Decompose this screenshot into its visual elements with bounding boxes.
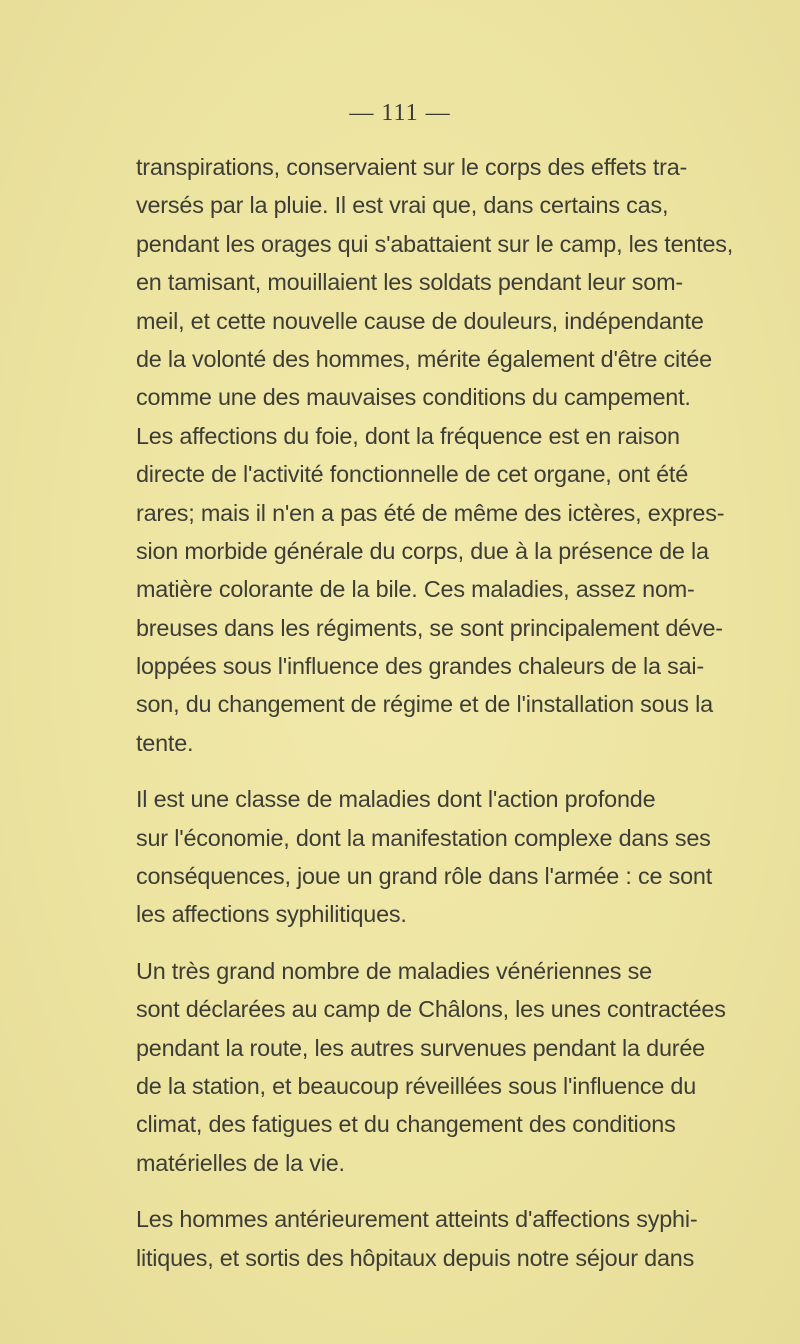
text-line: breuses dans les régiments, se sont principalement déve- xyxy=(136,614,723,641)
paragraph-gap xyxy=(136,762,682,780)
text-line: sion morbide générale du corps, due à la présence de la xyxy=(136,537,709,564)
text-line: pendant la route, les autres survenues pendant la durée xyxy=(136,1034,705,1061)
text-line: matérielles de la vie. xyxy=(136,1149,345,1176)
text-line: comme une des mauvaises conditions du campement. xyxy=(136,384,691,411)
text-line: conséquences, joue un grand rôle dans l'armée : ce sont xyxy=(136,863,713,890)
text-line: Un très grand nombre de maladies vénériennes se xyxy=(136,957,652,984)
text-line: climat, des fatigues et du changement des conditions xyxy=(136,1111,676,1138)
text-line: litiques, et sortis des hôpitaux depuis notre séjour dans xyxy=(136,1244,695,1271)
text-line: meil, et cette nouvelle cause de douleurs, indépendante xyxy=(136,307,704,334)
text-line: Les affections du foie, dont la fréquence est en raison xyxy=(136,422,680,449)
page-number: — 111 — xyxy=(349,100,451,126)
paragraph-1 xyxy=(136,148,734,762)
text-line: Il est une classe de maladies dont l'action profonde xyxy=(136,786,656,813)
paragraph-gap xyxy=(136,934,682,952)
text-line: tente. xyxy=(136,729,194,756)
text-line: pendant les orages qui s'abattaient sur le camp, les tentes, xyxy=(136,230,734,257)
text-line: sur l'économie, dont la manifestation complexe dans ses xyxy=(136,824,711,851)
text-line: Les hommes antérieurement atteints d'affections syphi- xyxy=(136,1206,698,1233)
text-line: rares; mais il n'en a pas été de même des ictères, expres- xyxy=(136,499,725,526)
text-line: matière colorante de la bile. Ces maladies, assez nom- xyxy=(136,576,695,603)
paragraph-3 xyxy=(136,952,726,1182)
text-line: son, du changement de régime et de l'installation sous la xyxy=(136,691,713,718)
text-line: les affections syphilitiques. xyxy=(136,901,407,928)
paragraph-4 xyxy=(136,1200,698,1277)
text-line: de la station, et beaucoup réveillées sous l'influence du xyxy=(136,1072,697,1099)
body-text xyxy=(136,148,734,1277)
text-line: directe de l'activité fonctionnelle de cet organe, ont été xyxy=(136,461,689,488)
text-line: loppées sous l'influence des grandes chaleurs de la sai- xyxy=(136,653,704,680)
paragraph-2 xyxy=(136,780,713,934)
text-line: de la volonté des hommes, mérite également d'être citée xyxy=(136,345,712,372)
paragraph-gap xyxy=(136,1182,682,1200)
text-line: transpirations, conservaient sur le corps des effets tra- xyxy=(136,154,688,180)
text-line: sont déclarées au camp de Châlons, les unes contractées xyxy=(136,996,726,1023)
text-line: en tamisant, mouillaient les soldats pendant leur som- xyxy=(136,269,683,296)
text-line: versés par la pluie. Il est vrai que, dans certains cas, xyxy=(136,192,669,219)
